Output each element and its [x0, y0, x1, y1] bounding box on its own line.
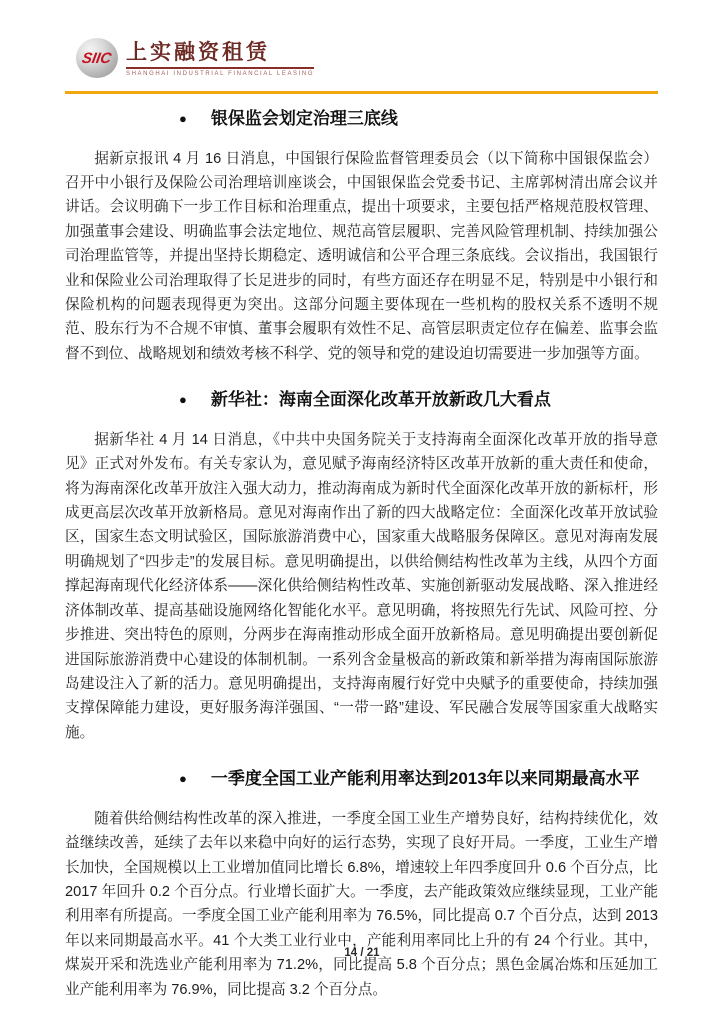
section-paragraph: 据新华社 4 月 14 日消息，《中共中央国务院关于支持海南全面深化改革开放的指导意见》正式对外发布。有关专家认为，意见赋予海南经济特区改革开放新的重大责任和使命，将为海南深化改革开放注入强大动力，推动海南成为新时代全面深化改革开放的新标杆，形成更高层次改革开放新格局。意见对海南作出了新的四大战略定位：全面深化改革开放试验区，国家生态文明试验区，国际旅游消费中心，国家重大战略服务保障区。意见对海南发展明确规划了“四步走”的发展目标。意见明确提出，以供给侧结构性改革为主线，从四个方面撑起海南现代化经济体系——深化供给侧结构性改革、实施创新驱动发展战略、深入推进经济体制改革、提高基础设施网络化智能化水平。意见明确，将按照先行先试、风险可控、分步推进、突出特色的原则，分两步在海南推动形成全面开放新格局。意见明确提出要创新促进国际旅游消费中心建设的体制机制。一系列含金量极高的新政策和新举措为海南国际旅游岛建设注入了新的活力。意见明确提出，支持海南履行好党中央赋予的重要使命，持续加强支撑保障能力建设，更好服务海洋强国、“一带一路”建设、军民融合发展等国家重大战略实施。	[65, 431, 658, 741]
section-title: 新华社：海南全面深化改革开放新政几大看点	[210, 390, 551, 410]
siic-logo-text: SIIC	[80, 49, 114, 67]
company-name-en: SHANGHAI INDUSTRIAL FINANCIAL LEASING	[126, 71, 315, 77]
section-heading	[65, 766, 658, 792]
bullet-icon: ●	[179, 392, 187, 408]
newsletter-content	[65, 98, 658, 1017]
siic-logo-icon	[76, 38, 118, 78]
bullet-icon: ●	[179, 111, 187, 126]
section-title: 一季度全国工业产能利用率达到2013年以来同期最高水平	[210, 769, 640, 789]
section-hainan-reform	[65, 387, 658, 745]
page-number: 14 / 21	[344, 947, 380, 959]
section-heading	[65, 106, 658, 132]
brand-text	[126, 40, 314, 77]
company-name-cn: 上实融资租赁	[126, 40, 314, 69]
section-heading	[65, 387, 658, 413]
section-paragraph: 随着供给侧结构性改革的深入推进，一季度全国工业生产增势良好，结构持续优化，效益继续改善，延续了去年以来稳中向好的运行态势，实现了良好开局。一季度，工业生产增长加快，全国规模以上工业增加值同比增长 6.8%，增速较上年四季度回升 0.6 个百分点，比 2017 年回升 0.2 个百分点。行业增长面扩大。一季度，去产能政策效应继续显现，工业产能利用率有所提高。一季度全国工业产能利用率为 76.5%，同比提高 0.7 个百分点，达到 2013 年以来同期最高水平。41 个大类工业行业中，产能利用率同比上升的有 24 个行业。其中，煤炭开采和洗选业产能利用率为 71.2%，同比提高 5.8 个百分点；黑色金属冶炼和压延加工业产能利用率为 76.9%，同比提高 3.2 个百分点。	[65, 810, 658, 998]
company-header	[76, 38, 314, 78]
section-title: 银保监会划定治理三底线	[210, 109, 398, 128]
header-divider	[65, 91, 658, 94]
section-bank-insurance-governance	[65, 106, 658, 366]
section-capacity-utilization	[65, 766, 658, 1002]
section-paragraph: 据新京报讯 4 月 16 日消息，中国银行保险监督管理委员会（以下简称中国银保监会）召开中小银行及保险公司治理培训座谈会，中国银保监会党委书记、主席郭树清出席会议并讲话。会议明确下一步工作目标和治理重点，提出十项要求，主要包括严格规范股权管理、加强董事会建设、明确监事会法定地位、规范高管层履职、完善风险管理机制、持续加强公司治理监管等，并提出坚持长期稳定、透明诚信和公平合理三条底线。会议指出，我国银行业和保险业公司治理取得了长足进步的同时，有些方面还存在明显不足，特别是中小银行和保险机构的问题表现得更为突出。这部分问题主要体现在一些机构的股权关系不透明不规范、股东行为不合规不审慎、董事会履职有效性不足、高管层职责定位存在偏差、监事会监督不到位、战略规划和绩效考核不科学、党的领导和党的建设迫切需要进一步加强等方面。	[65, 150, 658, 362]
bullet-icon: ●	[179, 771, 187, 787]
